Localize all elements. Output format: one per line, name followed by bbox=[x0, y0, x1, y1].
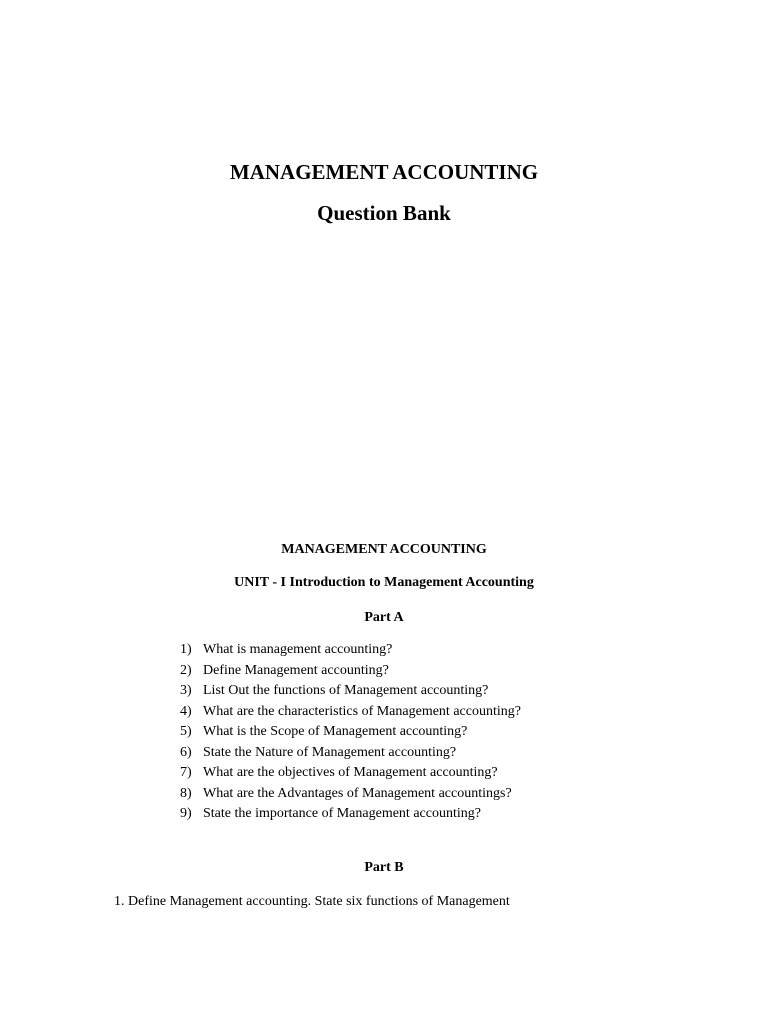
part-b-heading: Part B bbox=[364, 860, 404, 875]
question-text: What are the objectives of Management accounting? bbox=[203, 765, 498, 780]
question-number: 1) bbox=[180, 642, 192, 657]
list-item bbox=[180, 640, 521, 661]
question-text: List Out the functions of Management accounting? bbox=[203, 683, 489, 698]
question-number: 3) bbox=[180, 683, 192, 698]
question-number: 4) bbox=[180, 703, 192, 719]
list-item bbox=[180, 702, 521, 723]
document-subtitle: Question Bank bbox=[317, 201, 451, 225]
part-a-heading: Part A bbox=[364, 610, 404, 625]
list-item bbox=[180, 661, 521, 682]
question-text: What is the Scope of Management accounting? bbox=[203, 724, 468, 739]
document-title: MANAGEMENT ACCOUNTING bbox=[229, 160, 539, 184]
question-number: 2) bbox=[180, 662, 192, 678]
list-item bbox=[180, 722, 521, 743]
section-title: MANAGEMENT ACCOUNTING bbox=[281, 542, 487, 557]
list-item bbox=[180, 681, 521, 702]
question-text: Define Management accounting? bbox=[203, 662, 389, 678]
question-text: What is management accounting? bbox=[203, 642, 393, 657]
list-item bbox=[180, 743, 521, 764]
list-item bbox=[180, 784, 521, 805]
question-number: 5) bbox=[180, 724, 192, 739]
question-number: 9) bbox=[180, 806, 192, 821]
question-number: 8) bbox=[180, 785, 192, 801]
question-text: What are the characteristics of Management accounting? bbox=[203, 703, 521, 719]
list-item bbox=[180, 763, 521, 784]
question-text: State the importance of Management accounting? bbox=[203, 806, 481, 821]
question-number: 6) bbox=[180, 744, 192, 760]
part-b-question: 1. Define Management accounting. State six functions of Management bbox=[114, 894, 510, 909]
part-a-question-list bbox=[180, 640, 521, 825]
question-text: What are the Advantages of Management accountings? bbox=[203, 785, 512, 801]
question-text: State the Nature of Management accounting? bbox=[203, 744, 457, 760]
question-number: 7) bbox=[180, 765, 192, 780]
list-item bbox=[180, 804, 521, 825]
unit-heading: UNIT - I Introduction to Management Accounting bbox=[234, 575, 534, 590]
